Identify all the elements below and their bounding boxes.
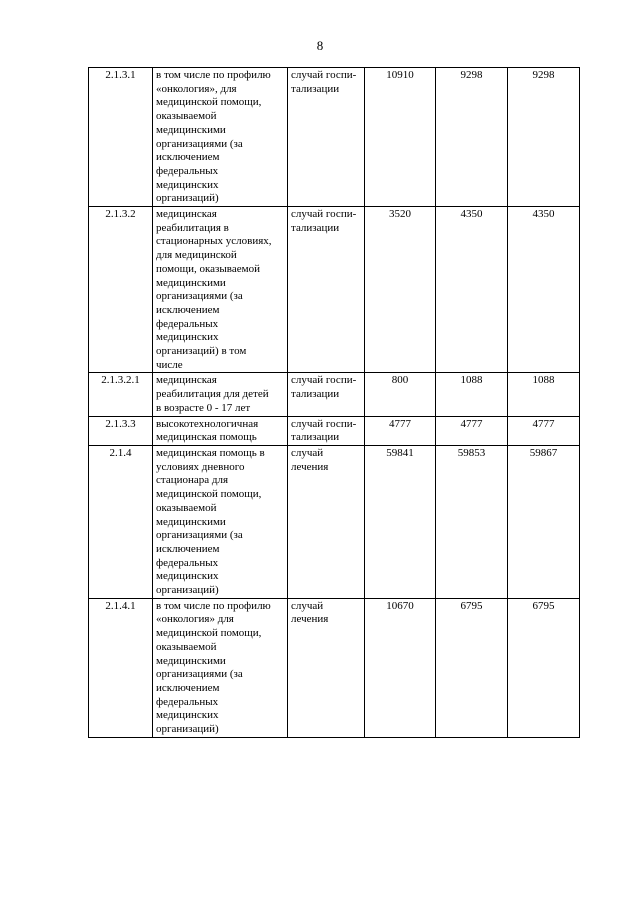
row-name: медицинская реабилитация для детей в возрасте 0 - 17 лет <box>153 373 288 416</box>
row-value-1: 3520 <box>365 207 436 373</box>
row-code: 2.1.3.3 <box>89 416 153 445</box>
row-unit: случай госпи- тализации <box>288 68 365 207</box>
row-value-1: 800 <box>365 373 436 416</box>
table-row <box>89 207 580 373</box>
row-value-1: 59841 <box>365 445 436 598</box>
row-unit: случай госпи- тализации <box>288 207 365 373</box>
row-unit: случай госпи- тализации <box>288 373 365 416</box>
row-value-2: 4350 <box>436 207 508 373</box>
page-number: 8 <box>316 38 324 53</box>
row-value-3: 9298 <box>508 68 580 207</box>
row-name: медицинская реабилитация в стационарных условиях, для медицинской помощи, оказываемой медицинскими организациями (за исключением федеральных медицинских организаций) в том числе <box>153 207 288 373</box>
row-value-3: 6795 <box>508 598 580 737</box>
table-row <box>89 373 580 416</box>
row-value-3: 1088 <box>508 373 580 416</box>
row-value-3: 59867 <box>508 445 580 598</box>
row-unit: случай лечения <box>288 445 365 598</box>
row-value-2: 6795 <box>436 598 508 737</box>
row-value-3: 4350 <box>508 207 580 373</box>
data-table <box>88 67 580 738</box>
table-row <box>89 68 580 207</box>
row-code: 2.1.3.2.1 <box>89 373 153 416</box>
table-row <box>89 416 580 445</box>
row-unit: случай госпи- тализации <box>288 416 365 445</box>
row-name: в том числе по профилю «онкология» для медицинской помощи, оказываемой медицинскими организациями (за исключением федеральных медицинских организаций) <box>153 598 288 737</box>
row-name: высокотехнологичная медицинская помощь <box>153 416 288 445</box>
row-value-1: 10670 <box>365 598 436 737</box>
row-value-3: 4777 <box>508 416 580 445</box>
table-row <box>89 598 580 737</box>
row-value-1: 4777 <box>365 416 436 445</box>
row-code: 2.1.3.1 <box>89 68 153 207</box>
row-code: 2.1.3.2 <box>89 207 153 373</box>
row-value-2: 59853 <box>436 445 508 598</box>
row-code: 2.1.4.1 <box>89 598 153 737</box>
row-code: 2.1.4 <box>89 445 153 598</box>
row-value-2: 1088 <box>436 373 508 416</box>
row-name: в том числе по профилю «онкология», для медицинской помощи, оказываемой медицинскими организациями (за исключением федеральных медицинских организаций) <box>153 68 288 207</box>
row-name: медицинская помощь в условиях дневного стационара для медицинской помощи, оказываемой медицинскими организациями (за исключением федеральных медицинских организаций) <box>153 445 288 598</box>
row-unit: случай лечения <box>288 598 365 737</box>
row-value-2: 9298 <box>436 68 508 207</box>
row-value-2: 4777 <box>436 416 508 445</box>
table-row <box>89 445 580 598</box>
row-value-1: 10910 <box>365 68 436 207</box>
